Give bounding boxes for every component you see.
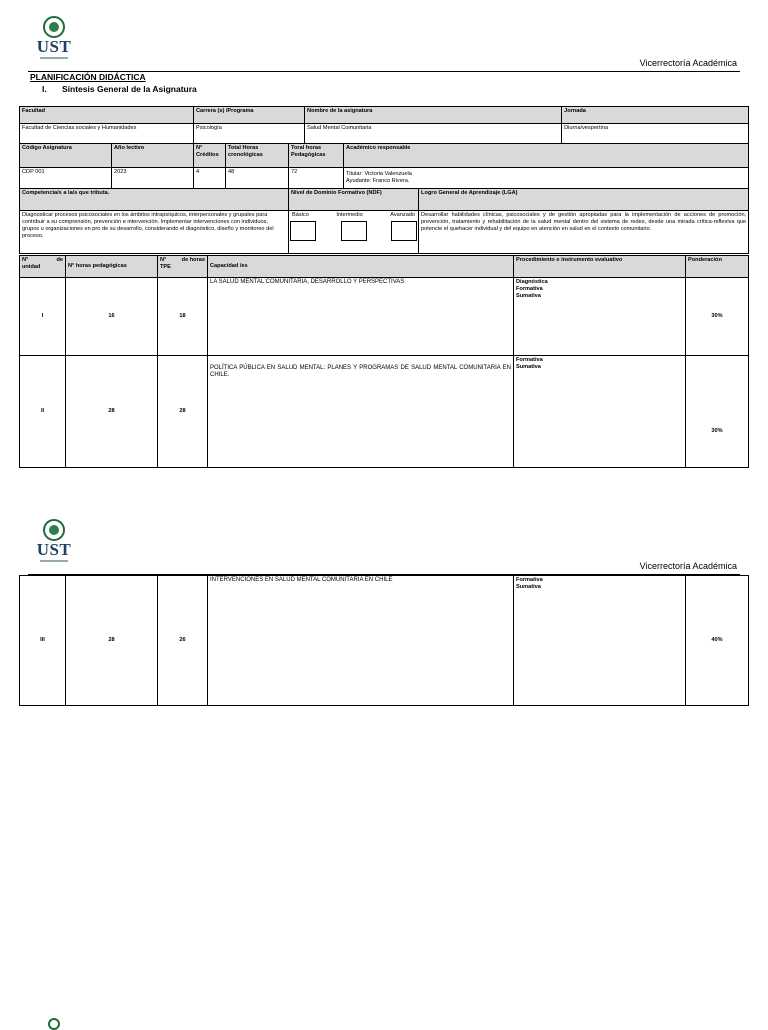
ndf-avanzado-checkbox[interactable] [391,221,417,241]
unit-tpe: 18 [158,278,208,356]
horas-header: N° horas pedagógicas [66,256,158,278]
logo-text: UST [36,37,72,56]
titular: Titular: Victoria Valenzuela [346,171,412,177]
jornada-header: Jornada [562,107,749,124]
unit-capacity: POLÍTICA PÚBLICA EN SALUD MENTAL: PLANES Y PROGRAMAS DE SALUD MENTAL COMUNITARIA EN CHILE. [208,356,514,468]
ust-seal-icon [43,16,65,38]
codigo-header: Código Asignatura [20,144,112,168]
general-info-table [19,106,749,254]
unit-tpe: 28 [158,356,208,468]
unit-number: III [20,576,66,706]
toral-horas-value: 72 [289,168,344,189]
ndf-intermedio-checkbox[interactable] [341,221,367,241]
unit-capacity: LA SALUD MENTAL COMUNITARIA, DESARROLLO Y PERSPECTIVAS [208,278,514,356]
codigo-value: CDP 001 [20,168,112,189]
total-horas-value: 48 [226,168,289,189]
unit-evaluation: Formativa Sumativa [514,576,686,706]
ust-logo-page2 [36,519,72,562]
ndf-avanzado-label: Avanzado [390,212,416,218]
units-table [19,255,749,468]
unit-weight: 40% [686,576,749,706]
carrera-value: Psicología [194,124,305,144]
unidad-header: N° de unidad [20,256,66,278]
unit-tpe: 26 [158,576,208,706]
lga-value: Desarrollar habilidades clínicas, psicosociales y de gestión apropiadas para la implementación de acciones de promoción, prevención, tratamiento y rehabilitación de la salud mental dentro del sistema de redes, desde una mirada crítica-reflexiva que potencie el quehacer individual y del equipo en atención en salud en el contexto comunitario. [419,211,749,254]
nombre-value: Salud Mental Comunitaria [305,124,562,144]
facultad-header: Facultad [20,107,194,124]
lga-header: Logro General de Aprendizaje (LGA) [419,189,749,211]
ust-seal-icon [48,1018,60,1030]
section-number: I. [42,84,47,94]
ndf-basico-label: Básico [292,212,309,218]
toral-horas-header: Toral horas Pedagógicas [289,144,344,168]
ndf-header: Nivel de Dominio Formativo (NDF) [289,189,419,211]
table-row [20,576,749,706]
vicerrectoria-label: Vicerrectoría Académica [639,58,737,68]
unit-capacity: INTERVENCIONES EN SALUD MENTAL COMUNITARIA EN CHILE [208,576,514,706]
unit-hours: 28 [66,576,158,706]
table-row [20,278,749,356]
ust-seal-icon [43,519,65,541]
capacidad-header: Capacidad /es [208,256,514,278]
unit-evaluation: Formativa Sumativa [514,356,686,468]
table-row [20,356,749,468]
procedimiento-header: Procedimiento e instrumento evaluativo [514,256,686,278]
ponderacion-header: Ponderación [686,256,749,278]
facultad-value: Facultad de Ciencias sociales y Humanidades [20,124,194,144]
ndf-intermedio-label: Intermedio [336,212,363,218]
unit-weight: 30% [686,278,749,356]
tpe-header: N° de horas TPE [158,256,208,278]
vicerrectoria-label-page2: Vicerrectoría Académica [639,561,737,571]
creditos-value: 4 [194,168,226,189]
unit-number: II [20,356,66,468]
unit-hours: 16 [66,278,158,356]
creditos-header: N° Créditos [194,144,226,168]
competencias-value: Diagnosticar procesos psicosociales en los ámbitos intrapsíquicos, interpersonales y grupales para contribuir a su comprensión, prevención e intervención. Implementar intervenciones con individuos, grupos u organizaciones en pro de su desarrollo, considerando el diagnóstico, diseño y monitoreo del proceso. [20,211,289,254]
ayudante: Ayudante: Franco Rivera. [346,178,410,184]
academico-header: Académico responsable [344,144,749,168]
competencias-header: Competencia/s a la/s que tributa. [20,189,289,211]
units-table-continued [19,575,749,706]
unit-number: I [20,278,66,356]
ust-logo [36,16,72,59]
ndf-levels [289,211,419,254]
logo-text: UST [36,540,72,559]
unit-hours: 28 [66,356,158,468]
total-horas-header: Total Horas cronológicas [226,144,289,168]
anio-value: 2023 [112,168,194,189]
academico-value [344,168,749,189]
unit-evaluation: Diagnóstica Formativa Sumativa [514,278,686,356]
ndf-basico-checkbox[interactable] [290,221,316,241]
unit-weight: 30% [686,356,749,468]
jornada-value: Diurna/vespertina [562,124,749,144]
section-title: Síntesis General de la Asignatura [62,84,197,94]
doc-title: PLANIFICACIÓN DIDÁCTICA [30,72,146,82]
carrera-header: Carrera (s) /Programa [194,107,305,124]
anio-header: Año lectivo [112,144,194,168]
nombre-header: Nombre de la asignatura [305,107,562,124]
